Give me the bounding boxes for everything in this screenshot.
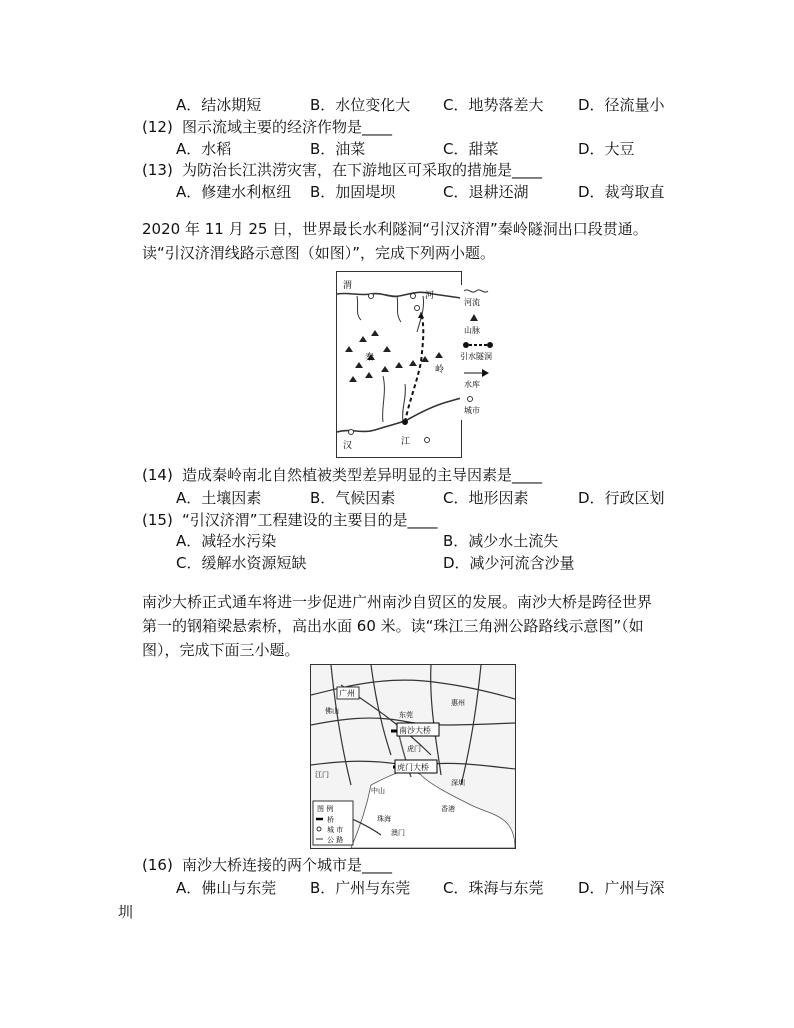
han-river	[337, 398, 461, 432]
map1-legend-svg	[460, 285, 498, 420]
q14-stem: 造成秦岭南北自然植被类型差异明显的主导因素是____	[182, 466, 543, 484]
label-foshan: 佛山	[325, 707, 339, 715]
tunnel-route	[405, 312, 423, 422]
q12-stem: 图示流域主要的经济作物是____	[182, 118, 393, 136]
q12-option-a: A．水稻	[176, 140, 232, 158]
mountain-legend-icon	[470, 314, 478, 321]
label-jiang: 江	[401, 437, 411, 447]
q15-option-b: B．减少水土流失	[443, 532, 559, 550]
q14-option-a: A．土壤因素	[176, 489, 262, 507]
q14-option-d: D．行政区划	[578, 489, 665, 507]
q15-stem: “引汉济渭”工程建设的主要目的是____	[182, 511, 438, 529]
label-zhongshan: 中山	[371, 787, 385, 795]
legend2-city: 城 市	[327, 826, 344, 834]
legend-tunnel: 引水隧洞	[460, 352, 492, 361]
q16-option-b: B．广州与东莞	[310, 879, 411, 897]
passage1-line1: 2020 年 11 月 25 日，世界最长水利隧洞“引汉济渭”秦岭隧洞出口段贯通。	[142, 220, 648, 238]
q16-number: (16)	[142, 856, 173, 874]
passage2-line1: 南沙大桥正式通车将进一步促进广州南沙自贸区的发展。南沙大桥是跨径世界	[142, 593, 653, 611]
label-humen: 虎门	[407, 745, 421, 753]
legend-river: 河流	[464, 298, 480, 307]
q14-option-c: C．地形因素	[443, 489, 529, 507]
q15-number: (15)	[142, 511, 173, 529]
city-marker	[349, 430, 354, 435]
q13-option-b: B．加固堤坝	[310, 183, 396, 201]
q13-number: (13)	[142, 161, 173, 179]
city-marker	[369, 294, 374, 299]
label-nansha-bridge: 南沙大桥	[399, 726, 431, 735]
city-legend-icon	[468, 397, 473, 402]
passage2-line2: 第一的钢箱梁悬索桥，高出水面 60 米。读“珠江三角洲公路路线示意图”（如	[142, 617, 644, 635]
q11-option-a: A．结冰期短	[176, 96, 262, 114]
q15-option-a: A．减轻水污染	[176, 532, 277, 550]
tributary	[357, 296, 361, 320]
label-ling: 岭	[435, 365, 445, 375]
q11-option-c: C．地势落差大	[443, 96, 544, 114]
q12-number: (12)	[142, 118, 173, 136]
q16-option-a: A．佛山与东莞	[176, 879, 277, 897]
tributary	[397, 296, 401, 322]
q16-option-c: C．珠海与东莞	[443, 879, 544, 897]
q13-option-c: C．退耕还湖	[443, 183, 529, 201]
q16-stem: 南沙大桥连接的两个城市是____	[182, 856, 393, 874]
reservoir-legend-icon	[464, 369, 489, 377]
legend2-road: 公 路	[327, 836, 344, 844]
q11-option-b: B．水位变化大	[310, 96, 411, 114]
city-legend2-icon	[317, 827, 321, 831]
label-dongguan: 东莞	[399, 711, 413, 719]
label-guangzhou: 广州	[339, 689, 355, 698]
legend-city: 城市	[464, 406, 480, 415]
tributary	[383, 376, 385, 422]
label-huizhou: 惠州	[451, 699, 465, 707]
city-marker	[415, 306, 420, 311]
q13-option-d: D．裁弯取直	[578, 183, 665, 201]
label-han: 汉	[343, 441, 353, 451]
label-hongkong: 香港	[441, 805, 455, 813]
legend2-bridge: 桥	[327, 816, 334, 824]
tributary	[403, 384, 406, 422]
q15-option-d: D．减少河流含沙量	[443, 554, 575, 572]
city-marker	[425, 438, 430, 443]
q12-option-d: D．大豆	[578, 140, 635, 158]
yinhanjiwei-map	[336, 271, 462, 458]
label-jiangmen: 江门	[315, 771, 329, 779]
label-he: 河	[425, 291, 435, 301]
legend2-title: 图 例	[317, 805, 334, 813]
reservoir-marker	[418, 312, 424, 318]
q11-option-d: D．径流量小	[578, 96, 665, 114]
q16-option-d-wrap: 圳	[118, 903, 134, 921]
map1-legend	[460, 285, 498, 420]
mountain-icons	[345, 330, 443, 382]
river-legend-icon	[464, 290, 488, 292]
passage1-line2: 读“引汉济渭线路示意图（如图）”，完成下列两小题。	[142, 244, 496, 262]
city-marker	[411, 294, 416, 299]
wei-river	[337, 292, 461, 298]
q13-stem: 为防治长江洪涝灾害，在下游地区可采取的措施是____	[182, 161, 543, 179]
q12-option-b: B．油菜	[310, 140, 366, 158]
yinhanjiwei-map-svg	[337, 272, 461, 457]
q14-number: (14)	[142, 466, 173, 484]
tunnel-end	[402, 419, 408, 425]
q14-option-b: B．气候因素	[310, 489, 396, 507]
tunnel-legend-icon	[463, 342, 493, 348]
q16-option-d: D．广州与深	[578, 879, 665, 897]
q15-option-c: C．缓解水资源短缺	[176, 554, 307, 572]
legend-mountain: 山脉	[464, 326, 480, 335]
q12-option-c: C．甜菜	[443, 140, 499, 158]
pearl-river-delta-map-svg	[311, 665, 515, 848]
q13-option-a: A．修建水利枢纽	[176, 183, 292, 201]
label-qin: 秦	[365, 353, 375, 363]
pearl-river-delta-map	[310, 664, 516, 849]
label-macau: 澳门	[391, 829, 405, 837]
passage2-line3: 图），完成下面三小题。	[142, 641, 300, 659]
label-shenzhen: 深圳	[451, 779, 465, 787]
label-wei: 渭	[343, 281, 353, 291]
label-humen-bridge: 虎门大桥	[397, 763, 429, 772]
label-zhuhai: 珠海	[377, 815, 391, 823]
legend-reservoir: 水库	[464, 380, 480, 389]
